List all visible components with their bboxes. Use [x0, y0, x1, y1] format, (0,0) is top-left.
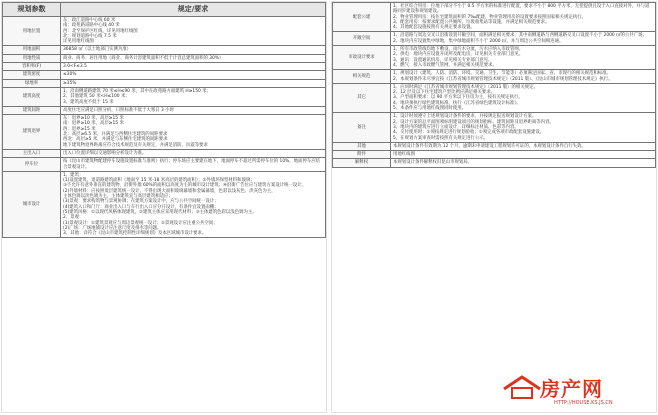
- row-content: [391, 83, 656, 112]
- row-content: [61, 79, 326, 87]
- content-line: 3、其他：详符合《昆山市建筑控制性详细规划》及本区域城市设计要求。: [63, 231, 207, 237]
- row-label: 建筑高度: [3, 87, 61, 106]
- header-requirement: 规定/要求: [61, 3, 326, 17]
- table-row: [3, 149, 326, 157]
- content-line: (1)设置建筑、退道路建筑面积（地面至 15 米-18 米高层的建筑面积）；②外墙环保型材料和玻璃；: [63, 178, 255, 184]
- content-line: ≤30%: [63, 72, 77, 78]
- content-line: 1、规划设计（建筑、人防、消防、环境、交通、卫生、节能等）必须满足国家、省、市现行的相关规范和标准。: [393, 71, 611, 77]
- table-row: [3, 106, 326, 114]
- table-row: [3, 158, 326, 172]
- row-content: [61, 87, 326, 106]
- row-content: [391, 151, 656, 159]
- row-label: 用地面积: [3, 46, 61, 54]
- content-line: 2、其他建筑 50 米<H≤100 米；: [63, 94, 130, 100]
- content-line: 1、沿南侧道路建筑 70 米≤H≤90 米，其中在政苑路方面建筑 H≥150 米；: [63, 88, 211, 94]
- watermark-site-name: 房产网: [540, 377, 603, 401]
- table-row: [333, 46, 656, 70]
- row-label: 建筑间距: [3, 106, 61, 114]
- row-content: [61, 158, 326, 172]
- content-line: (2)外墙材料：应按照低层建筑统一设计，不得出现大面积玻璃幕墙和金属幕墙，色彩以浅灰色、淡灰色为主，: [63, 188, 276, 194]
- table-row: [333, 142, 656, 150]
- row-label: 市政设计要求: [333, 46, 391, 70]
- row-content: [391, 142, 656, 150]
- table-row: [3, 46, 326, 54]
- row-label: 用地性质: [3, 54, 61, 62]
- content-line: 2、物业管理用房：按住宅建筑面积的 7‰配建，物业管理用房的设置要求按照国家相关规定执行。: [393, 14, 586, 20]
- row-content: [391, 46, 656, 70]
- row-label: 城市设计: [3, 171, 61, 238]
- content-line: 2、地块内应设置集中绿地，集中绿地面积不小于 2000 ㎡，并与周边公共空间相连通。: [393, 38, 564, 44]
- watermark-url: HTTP://HOUSE.KS.JS.CN: [554, 400, 613, 406]
- content-line: 1、建筑：: [63, 172, 84, 178]
- row-content: [61, 63, 326, 71]
- table-row: [333, 159, 656, 167]
- row-content: [61, 106, 326, 114]
- row-label: 主出入口: [3, 149, 61, 157]
- row-label: 开敞空间: [333, 32, 391, 46]
- content-line: (3)景观：要求构筑物与景观协调；在建筑方案设计中，应与公共空间统一设计；: [63, 199, 219, 205]
- content-line: 高度住宅应满足日照分析，日照标准不低于大寒日 3 小时: [63, 107, 174, 113]
- table-row: [3, 115, 326, 150]
- row-content: [61, 71, 326, 79]
- content-line: 出入口位置详细以交通影响分析设计为准。: [63, 150, 147, 156]
- row-content: [61, 54, 326, 62]
- content-line: 3、配套用房：按要求配置公共厕所、垃圾收集站等设施，并满足相关规范要求。: [393, 19, 550, 25]
- content-line: 4、燃气：接入市政燃气管网，并满足相关规范要求。: [393, 62, 497, 68]
- row-content: [61, 46, 326, 54]
- content-line: (2)广场：广场地铺设计应注意尺度及排水等问题。: [63, 225, 162, 231]
- row-content: [391, 32, 656, 46]
- content-line: 5、本条件应与用地红线图同时使用。: [393, 106, 467, 112]
- content-line: 南：退界≥10 米，高层≥15 米: [63, 121, 124, 127]
- row-label: 备注: [333, 113, 391, 142]
- table-row: [3, 79, 326, 87]
- content-line: 3、户型面积要求：以 90 平方米以下住房为主，按有关规定执行。: [393, 95, 523, 101]
- row-content: [61, 115, 326, 150]
- content-line: 西：北至保护区红线，详见用地红线图: [63, 28, 138, 34]
- content-line: 1、应同时满足《江苏省城市规划管理技术规定》（2011 版）的相关规定。: [393, 84, 538, 90]
- content-line: 主体色调以淡色调为主，主体建筑宜与高层建筑相适应；: [63, 194, 173, 200]
- content-line: 4、交付使用时：①须按规定进行规划验收；②须完成各项市政配套设施建设。: [393, 130, 545, 136]
- table-row: [333, 83, 656, 112]
- row-content: [61, 171, 326, 238]
- content-line: 按《昆山市建筑物配建停车设施设置标准与准则》执行；停车场应主要建在地下，地面停车不超过所需停车位的 10%，地面停车应结合景观设计。: [63, 159, 321, 170]
- content-line: 4、地块须执行绿色建筑标准，执行《江苏省绿色建筑设计标准》。: [393, 100, 521, 106]
- left-page: [2, 2, 326, 412]
- right-page: [332, 2, 656, 412]
- content-line: 3、通讯：设置通讯机房，详见相关专业部门意见。: [393, 57, 493, 63]
- row-content: [391, 159, 656, 167]
- row-label: 解释权: [333, 159, 391, 167]
- content-line: 2、设计方案的总平面图须标明建设项目的规划指标、建筑间距及退界距离等内容。: [393, 119, 554, 125]
- right-table-body: [333, 3, 656, 168]
- row-label: 相关规范: [333, 70, 391, 84]
- row-label: 其它: [333, 83, 391, 112]
- content-line: (5)建筑风格：①以现代风格体现建筑，②建筑主体应采用现代材料；③主体建筑色彩以浅色调为主。: [63, 209, 257, 215]
- content-line: 5、在规划方案审查时需按照有关规定进行公示。: [393, 135, 488, 141]
- table-row: [3, 171, 326, 238]
- table-row: [333, 70, 656, 84]
- content-line: 详见用地红线图: [63, 39, 94, 45]
- house-logo-icon: [502, 375, 542, 399]
- content-line: (4)建筑入口和门厅：商业出入口与车行出入口应分开设计，有条件宜设置雨棚；: [63, 204, 219, 210]
- table-row: [3, 54, 326, 62]
- row-label: 容积率(F): [3, 63, 61, 71]
- table-row: [333, 32, 656, 46]
- content-line: 36858 ㎡（以土地部门实测为准）: [63, 47, 132, 53]
- content-line: 北：高层≥6.5 米，并满足与西侧住宅建筑的间距要求: [63, 132, 168, 138]
- content-line: 本规划设计条件解释权归昆山市规划局。: [393, 160, 473, 166]
- content-line: 用地红线图: [393, 152, 415, 158]
- content-line: 本规划设计条件有效期为 12 个月，逾期未申请建设工程规划许可证的，本规划设计条件自行失效。: [393, 143, 586, 149]
- row-label: 建筑密度: [3, 71, 61, 79]
- content-line: 1、设计时须遵守上述规划设计条件的要求，并按规定报送规划设计方案。: [393, 114, 537, 120]
- content-line: 2、供电：地块内应设置开闭所及配电房，详见相关专业部门意见。: [393, 52, 524, 58]
- row-label: 配套公建: [333, 3, 391, 32]
- row-content: [391, 113, 656, 142]
- content-line: 东：退界≥10 米，高层≥15 米: [63, 116, 124, 122]
- site-watermark: [502, 373, 652, 413]
- content-line: 西北：高层≥5 米，并满足与东侧住宅建筑的间距要求: [63, 137, 168, 143]
- content-line: 2、景观：: [63, 215, 84, 221]
- content-line: 1、所有市政管线均地下敷设，雨污水分流，污水应纳入市政管网。: [393, 47, 524, 53]
- row-label: 附件: [333, 151, 391, 159]
- content-line: 商业、商务；居住用地（商业、商务计容建筑面积不低于计容总建筑面积的 30%）: [63, 55, 224, 61]
- content-line: 西：退界≥15 米: [63, 126, 96, 132]
- row-label: 用地位置: [3, 17, 61, 46]
- row-content: [61, 17, 326, 46]
- content-line: 北：规划道路中心线 7.5 米: [63, 33, 117, 39]
- row-label: 其他: [333, 142, 391, 150]
- content-line: ③不允许有意外垂直的建筑物，沿街外墙 60%的面积以高度为主的城市设计建筑；④沿街广告位应与建筑方案设计统一设计。: [63, 183, 306, 189]
- content-line: 3、地块内的建筑应进行立面设计，详细标注材质、色彩等内容。: [393, 124, 519, 130]
- content-line: 2、本规划条件未尽事宜按《江苏省城市规划管理技术规定》（2011 版）、《昆山市城市规划管理技术规定》执行。: [393, 76, 613, 82]
- table-row: [333, 3, 656, 32]
- left-table-body: [3, 17, 326, 238]
- content-line: 3.0<F≤3.5: [63, 64, 87, 70]
- content-line: 4、其他配套设施按照有关规定要求设置。: [393, 25, 475, 31]
- row-content: [391, 70, 656, 84]
- content-line: ≥35%: [63, 80, 77, 86]
- table-row: [333, 151, 656, 159]
- content-line: 1、沿道路与周边交叉口沿街设置开敞空间，面积满足相关要求，其中南侧道路与西侧道路交叉口设置不小于 2000 ㎡的公共广场。: [393, 33, 647, 39]
- content-line: 2、12 层及以下住宅建筑户型比例应满足相关要求。: [393, 90, 495, 96]
- table-row: [3, 17, 326, 46]
- content-line: 1、社区综合用房：位地下部分不小于 0.5 平方米的标准进行配置，要求不小于 800 平方米，无偿提供且设于入口直接对外，并与道路同步建设和规划建设。: [393, 4, 650, 15]
- content-line: 南：政苑路道路中心线 40 米: [63, 23, 120, 29]
- table-row: [3, 63, 326, 71]
- row-label: 绿地率: [3, 79, 61, 87]
- table-header-row: [3, 3, 326, 17]
- planning-table-left: [2, 2, 326, 238]
- row-content: [391, 3, 656, 32]
- header-param: 规划参数: [3, 3, 61, 17]
- content-line: 东：政江道路中心线 60 米: [63, 18, 116, 23]
- table-row: [3, 87, 326, 106]
- content-line: 3、建筑高度不低于 15 米: [63, 99, 114, 105]
- table-row: [3, 71, 326, 79]
- row-content: [61, 149, 326, 157]
- content-line: (1)景观设计：①建筑景观应与周边景观统一设计；②景观设计应注重公共空间；: [63, 220, 218, 226]
- row-label: 停车位: [3, 158, 61, 172]
- content-line: 地下建筑物退界距离应符合技术规范及有关规定，并满足消防、抗震等要求: [63, 142, 208, 148]
- row-label: 建筑退界: [3, 115, 61, 150]
- planning-table-right: [332, 2, 656, 168]
- table-row: [333, 113, 656, 142]
